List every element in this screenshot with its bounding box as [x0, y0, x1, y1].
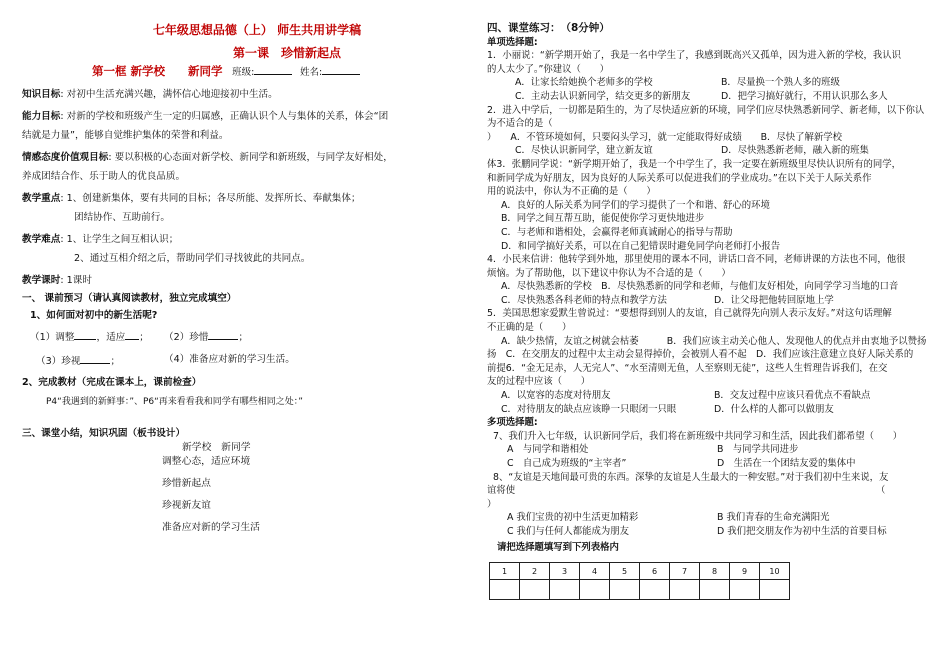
q4: 4．小民来信讲：他转学到外地，那里使用的课本不同，讲话口音不同，老师讲课的方法也不同，他很	[487, 254, 906, 266]
q7: 7、我们升入七年级，认识新同学后，我们将在新班级中共同学习和生活，因此我们都希望（ ）	[493, 430, 903, 442]
q6-options-ab: A．以宽容的态度对待朋友 B．交友过程中应该只看优点不看缺点	[501, 390, 871, 402]
exercise-heading: 四、课堂练习： （8分钟）	[487, 22, 610, 34]
answer-number: 5	[610, 563, 640, 580]
q7-options-cd: C 自己成为班级的“主宰者” D 生活在一个团结友爱的集体中	[507, 458, 856, 469]
part2-heading: 2、完成教材（完成在课本上，课前检查）	[22, 377, 202, 388]
section-title: 第一框 新学校 新同学	[92, 64, 223, 78]
answer-number: 7	[670, 563, 700, 580]
class-blank	[254, 64, 292, 75]
answer-number: 2	[520, 563, 550, 580]
key-points-cont: 团结协作、互助前行。	[74, 212, 170, 223]
part1-question: 1、如何面对初中的新生活呢?	[30, 310, 158, 321]
q3-option-d: D．和同学搞好关系，可以在自己犯错误时避免同学向老师打小报告	[501, 240, 781, 252]
q7-options-ab: A 与同学和谐相处 B 与同学共同进步	[507, 444, 799, 456]
q3-option-c: C．与老师和谐相处，会赢得老师真诚耐心的指导与帮助	[501, 226, 733, 238]
q2: 2．进入中学后，一切都是陌生的，为了尽快适应新的环境，同学们应尽快熟悉新同学、新老师，以下你认为不适合的是（	[487, 104, 925, 130]
answer-number: 6	[640, 563, 670, 580]
emotion-goal: 情感态度价值观目标: 要以积极的心态面对新学校、新同学和新班级，与同学友好相处，	[22, 152, 393, 163]
right-column	[487, 22, 927, 600]
preview-row-2: （3）珍视 ； （4）准备应对新的学习生活。	[36, 354, 295, 367]
board-design: 新学校 新同学 调整心态，适应环境 珍惜新起点 珍视新友谊 准备应对新的学习生活	[162, 442, 260, 533]
q4-cont: 烦恼。为了帮助他，以下建议中你认为不合适的是（ ）	[487, 267, 731, 279]
answer-cell[interactable]	[760, 580, 790, 600]
answer-number: 10	[760, 563, 790, 580]
knowledge-goal: 知识目标: 对初中生活充满兴趣，满怀信心地迎接初中生活。	[22, 89, 278, 100]
page-title: 七年级思想品德（上） 师生共用讲学稿	[152, 23, 362, 37]
q8-cont: 谊将使 （	[487, 485, 886, 497]
q5-cont: 不正确的是（ ）	[487, 322, 572, 334]
lesson-title: 第一课 珍惜新起点	[232, 46, 341, 60]
part3-heading: 三、课堂小结，知识巩固（板书设计）	[22, 428, 186, 439]
answer-table-header-row	[490, 563, 790, 580]
section-row	[92, 62, 462, 80]
answer-table	[489, 562, 790, 600]
q3-cont: 和新同学成为好朋友，因为良好的人际关系可以促进我们的学业成功。”在以下关于人际关系作	[487, 172, 872, 184]
part1-heading: 一、 课前预习（请认真阅读教材，独立完成填空）	[22, 293, 237, 304]
q6: 前提6．“金无足赤，人无完人”、“水至清则无鱼，人至察则无徒”，这些人生哲理告诉我们，在交	[487, 362, 888, 374]
ability-goal: 能力目标: 对新的学校和班级产生一定的归属感，正确认识个人与集体的关系，体会“团	[22, 111, 389, 122]
q3: 体3．张鹏同学说：“新学期开始了，我是一个中学生了，我一定要在新班级里尽快认识所有的同学，	[487, 158, 901, 170]
q5-options-ab: A．缺少热情，友谊之树就会枯萎 B．我们应该主动关心他人、发现他人的优点并由衷地予以赞扬	[501, 335, 927, 347]
ability-goal-cont: 结就是力量”，能够自觉维护集体的荣誉和利益。	[22, 130, 229, 141]
preview-row-1: （1）调整 ，适应 ； （2）珍惜 ；	[22, 329, 462, 345]
answer-table-title: 请把选择题填写到下列表格内	[497, 541, 619, 553]
multi-choice-heading: 多项选择题:	[487, 417, 538, 429]
q2-options-cd: C．尽快认识新同学，建立新友谊 D．尽快熟悉新老师，融入新的班集	[515, 145, 869, 157]
class-label: 班级:	[232, 67, 255, 78]
q2-cont: ） A．不管环境如何，只要闷头学习，就一定能取得好成绩 B．尽快了解新学校	[487, 131, 843, 143]
q5: 5．美国思想家爱默生曾说过：“要想得到别人的友谊，自己就得先向别人表示友好。”对这句话理解	[487, 308, 892, 320]
q8-options-ab: A 我们宝贵的初中生活更加精彩 B 我们青春的生命充满阳光	[507, 512, 830, 524]
answer-cell[interactable]	[580, 580, 610, 600]
q3-option-a: A．良好的人际关系为同学们的学习提供了一个和谐、舒心的环境	[501, 199, 770, 211]
answer-number: 9	[730, 563, 760, 580]
answer-cell[interactable]	[550, 580, 580, 600]
q3-option-b: B．同学之间互帮互助，能促使你学习更快地进步	[501, 213, 705, 225]
q3-cont2: 用的说法中，你认为不正确的是（ ）	[487, 186, 656, 198]
q1: 1．小丽说：“新学期开始了，我是一名中学生了，我感到既高兴又孤单，因为进入新的学校，我认识	[487, 50, 901, 62]
q6-cont: 友的过程中应该（ ）	[487, 376, 591, 388]
answer-cell[interactable]	[520, 580, 550, 600]
key-points: 教学重点: 1、创建新集体，要有共同的目标；各尽所能、发挥所长、奉献集体；	[22, 193, 361, 204]
left-column	[22, 22, 462, 535]
q8-cont2: ）	[487, 498, 497, 510]
answer-number: 1	[490, 563, 520, 580]
answer-number: 8	[700, 563, 730, 580]
name-blank	[322, 64, 360, 75]
difficulties-cont: 2、通过互相介绍之后，帮助同学们寻找彼此的共同点。	[74, 253, 311, 264]
q4-options-ab: A．尽快熟悉新的学校 B．尽快熟悉新的同学和老师，与他们友好相处，向同学学习当地的口音	[501, 281, 899, 293]
difficulties: 教学难点: 1、让学生之间互相认识；	[22, 234, 179, 245]
q1-options-cd: C．主动去认识新同学，结交更多的新朋友 D．把学习搞好就行，不用认识那么多人	[515, 90, 888, 102]
answer-cell[interactable]	[670, 580, 700, 600]
q1-cont: 的人太少了。”你建议（ ）	[487, 63, 610, 75]
q4-options-cd: C．尽快熟悉各科老师的特点和教学方法 D．让父母把他转回原地上学	[501, 294, 834, 306]
single-choice-heading: 单项选择题:	[487, 36, 538, 48]
answer-number: 3	[550, 563, 580, 580]
emotion-goal-cont: 养成团结合作、乐于助人的优良品质。	[22, 171, 186, 182]
answer-cell[interactable]	[490, 580, 520, 600]
q6-options-cd: C．对待朋友的缺点应该睁一只眼闭一只眼 D．什么样的人都可以做朋友	[501, 403, 834, 415]
q1-options-ab: A．让家长给她换个老师多的学校 B．尽量换一个熟人多的班级	[515, 77, 840, 89]
answer-cell[interactable]	[640, 580, 670, 600]
answer-table-answer-row	[490, 580, 790, 600]
class-hours: 教学课时: 1课时	[22, 275, 92, 286]
answer-number: 4	[580, 563, 610, 580]
q8-options-cd: C 我们与任何人都能成为朋友 D 我们把交朋友作为初中生活的首要目标	[507, 525, 887, 537]
answer-cell[interactable]	[730, 580, 760, 600]
answer-cell[interactable]	[700, 580, 730, 600]
answer-cell[interactable]	[610, 580, 640, 600]
name-label: 姓名:	[300, 67, 323, 78]
part2-text: P4“我遇到的新鲜事：”、P6“再来看看我和同学有哪些相同之处：”	[46, 397, 303, 407]
q5-options-cd: 扬 C．在交朋友的过程中太主动会显得掉价，会被别人看不起 D．我们应该注意建立良好人际关系的	[487, 349, 914, 361]
q8: 8、“友谊是天地间最可贵的东西。深挚的友谊是人生最大的一种安慰。”对于我们初中生来说，友	[493, 471, 889, 483]
